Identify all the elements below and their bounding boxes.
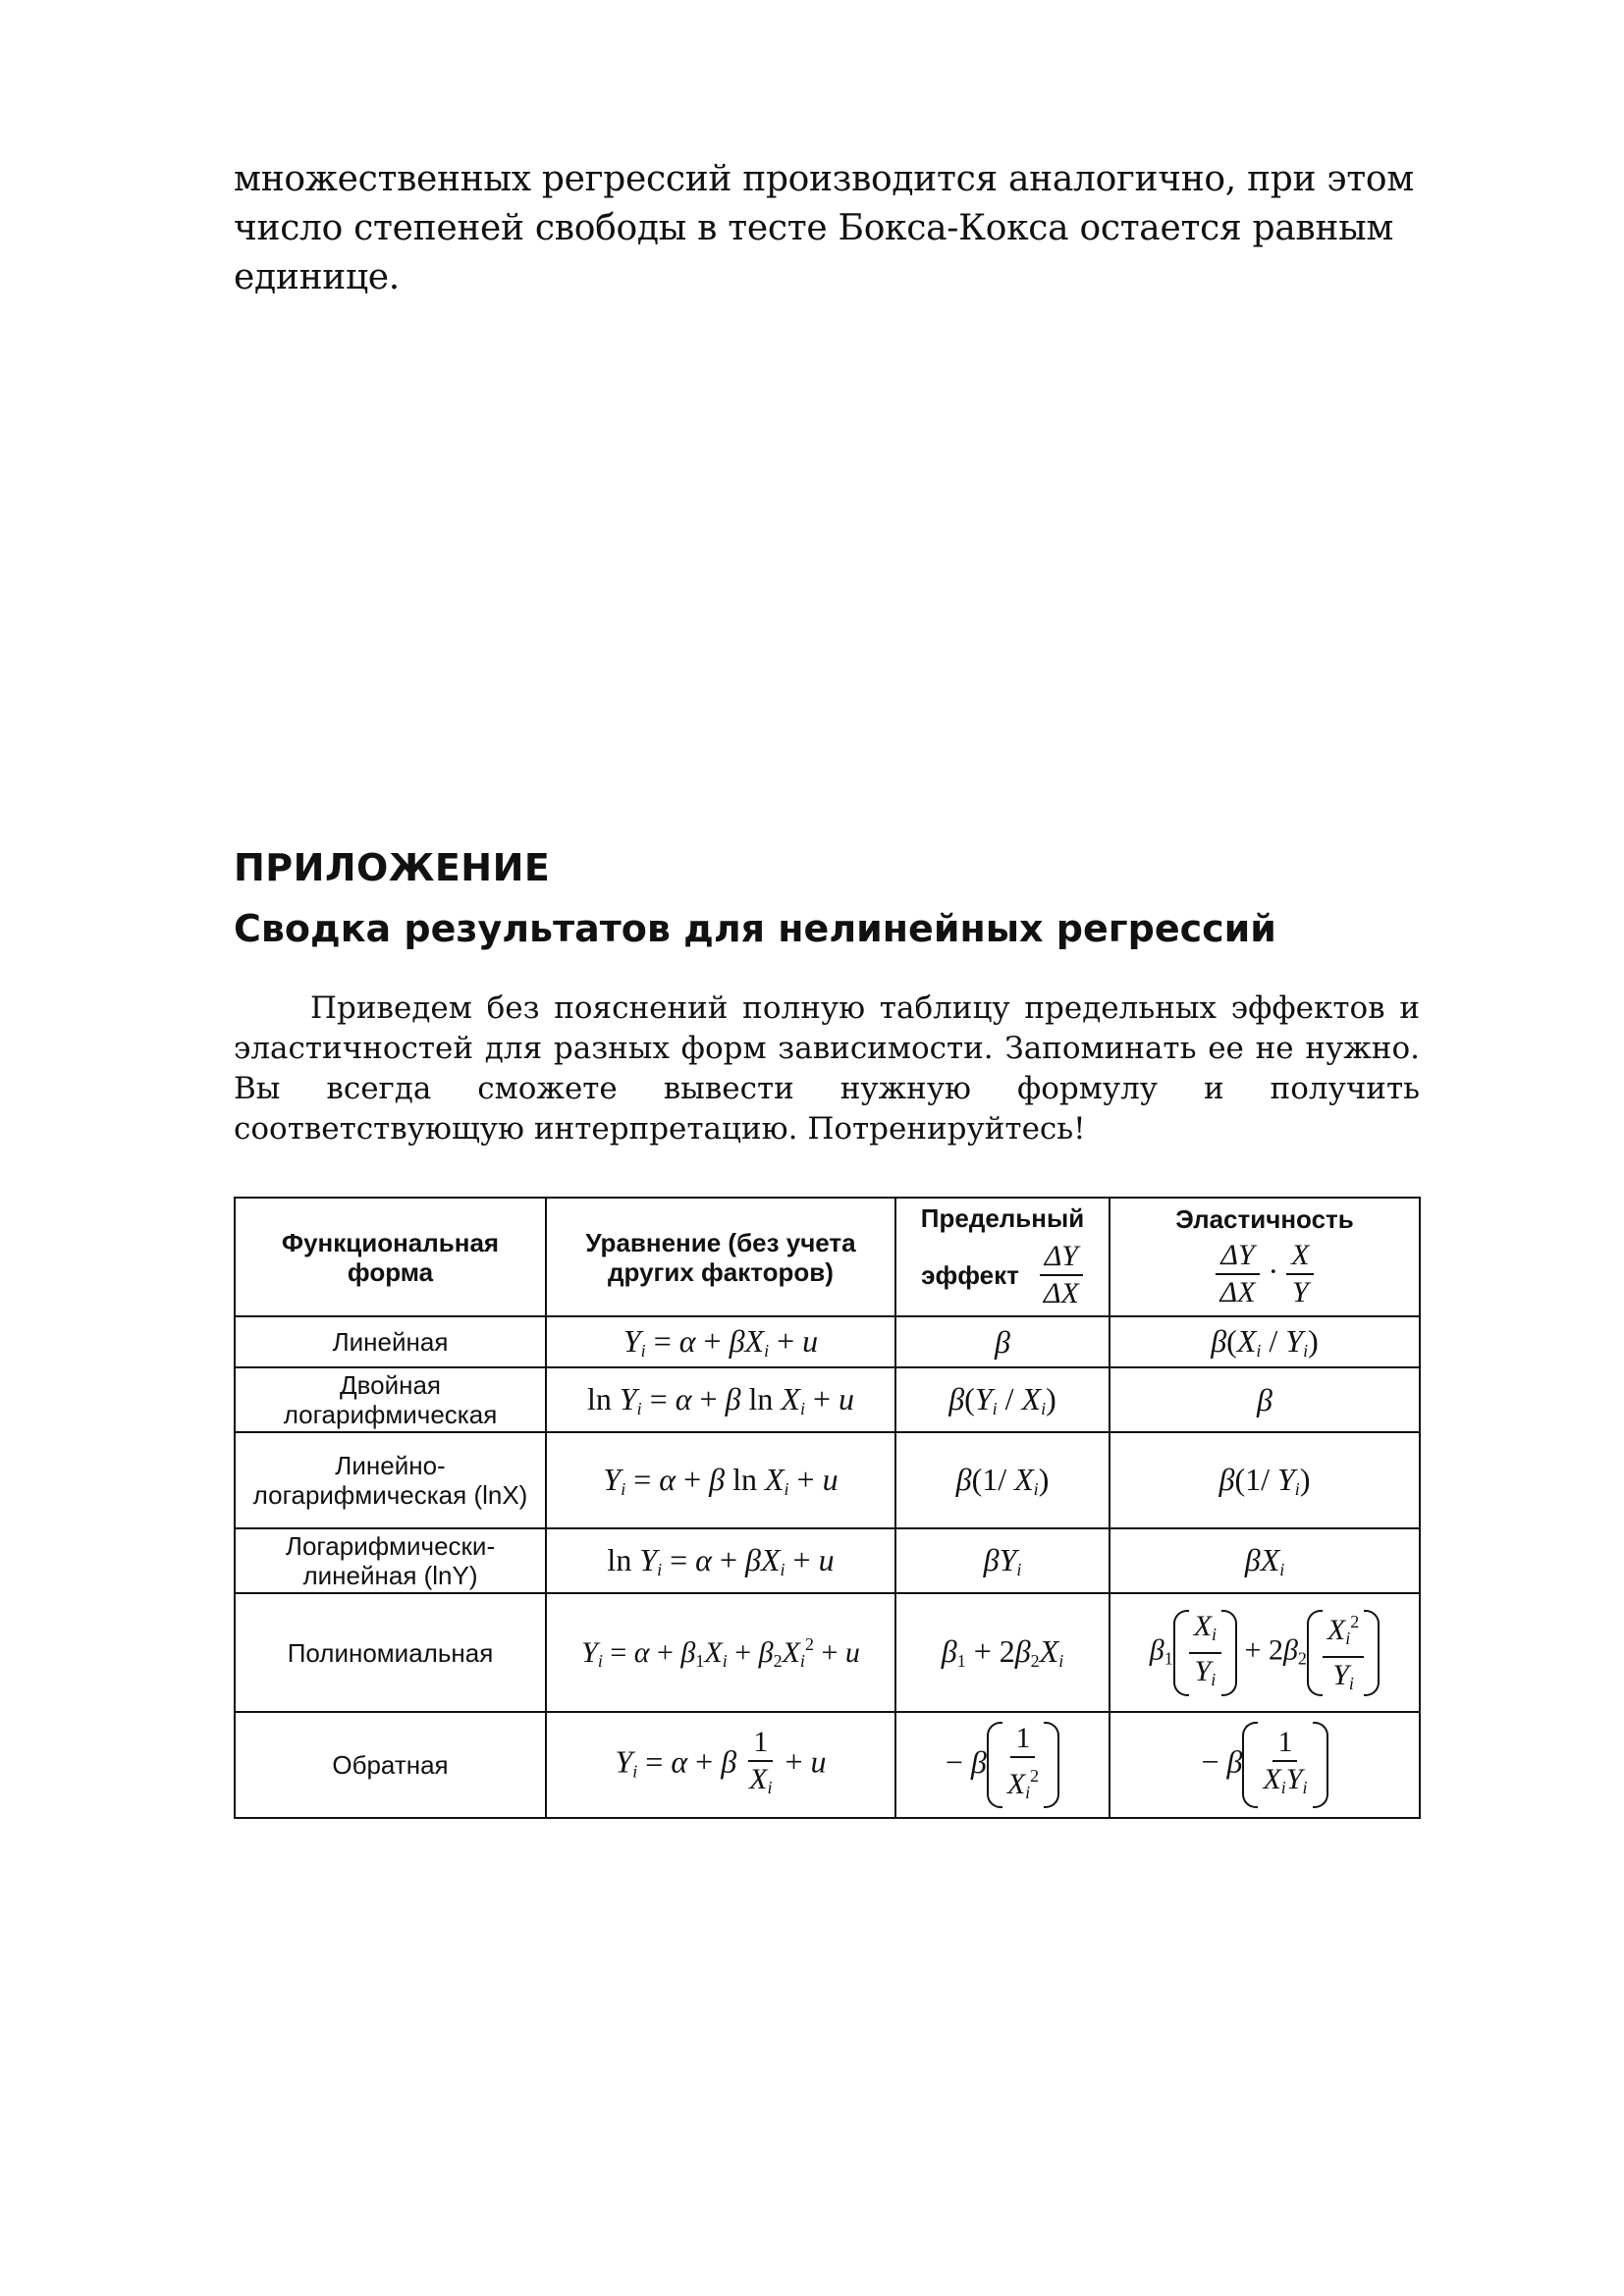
row-equation: $Y_i = \alpha + \beta$ $\ln X_i + u$ bbox=[546, 1432, 895, 1528]
section-title: Сводка результатов для нелинейных регрессий bbox=[234, 907, 1276, 950]
row-form-label: Полиномиальная bbox=[235, 1593, 546, 1712]
results-table bbox=[234, 1197, 1421, 1819]
table-row bbox=[235, 1316, 1420, 1367]
row-form-label: Двойная логарифмическая bbox=[235, 1367, 546, 1432]
table-row bbox=[235, 1593, 1420, 1712]
row-equation: $Y_i = \alpha + \beta_1X_i + \beta_2X_i^2 + u$ bbox=[546, 1593, 895, 1712]
row-form-label: Логарифмически-линейная (lnY) bbox=[235, 1528, 546, 1593]
row-elasticity: − β 1 $X_iY_i$ bbox=[1110, 1712, 1420, 1818]
header-elasticity: Эластичность $\frac{\Delta Y}{\Delta X}$ · $\frac{X}{Y}$ bbox=[1110, 1198, 1420, 1316]
row-elasticity: $\beta_1$ $X_i$ $Y_i$ + $2\beta_2$ $X_i^2$ $Y_i$ bbox=[1110, 1593, 1420, 1712]
row-marginal: − β 1 $X_i^2$ bbox=[895, 1712, 1110, 1818]
header-form: Функциональная форма bbox=[235, 1198, 546, 1316]
header-equation: Уравнение (без учета других факторов) bbox=[546, 1198, 895, 1316]
appendix-title: ПРИЛОЖЕНИЕ bbox=[234, 846, 551, 889]
row-marginal: $\beta_1 + 2\beta_2X_i$ bbox=[895, 1593, 1110, 1712]
intro-paragraph: множественных регрессий производится аналогично, при этом число степеней свободы в тесте Бокса-Кокса остается равным единице. bbox=[234, 159, 1414, 297]
row-elasticity: $\beta(X_i / Y_i)$ bbox=[1110, 1316, 1420, 1367]
row-marginal: β bbox=[895, 1316, 1110, 1367]
row-elasticity: β bbox=[1110, 1367, 1420, 1432]
section-paragraph: Приведем без пояснений полную таблицу предельных эффектов и эластичностей для разных форм зависимости. Запоминать ее не нужно. Вы всегда сможете вывести нужную формулу и получить соответствующую интерпретацию. Потренируйтесь! bbox=[234, 990, 1420, 1147]
header-marginal: Предельный эффект $\frac{\Delta Y}{\Delta X}$ bbox=[895, 1198, 1110, 1316]
row-elasticity: $\beta X_i$ bbox=[1110, 1528, 1420, 1593]
row-equation: $\ln Y_i = \alpha + \beta$ $\ln X_i + u$ bbox=[546, 1367, 895, 1432]
row-equation: $Y_i = \alpha + \beta$ $\frac{1}{X_i}$ + u bbox=[546, 1712, 895, 1818]
row-equation: $Y_i = \alpha + \beta X_i + u$ bbox=[546, 1316, 895, 1367]
header-marginal-top: Предельный bbox=[920, 1202, 1085, 1233]
header-marginal-bottom: эффект bbox=[921, 1259, 1019, 1290]
row-elasticity: β(1/ $Y_i$) bbox=[1110, 1432, 1420, 1528]
row-marginal: $\beta(Y_i / X_i)$ bbox=[895, 1367, 1110, 1432]
row-form-label: Линейная bbox=[235, 1316, 546, 1367]
table-row bbox=[235, 1432, 1420, 1528]
table-row bbox=[235, 1528, 1420, 1593]
table-row bbox=[235, 1712, 1420, 1818]
row-form-label: Обратная bbox=[235, 1712, 546, 1818]
table-row bbox=[235, 1367, 1420, 1432]
row-marginal: $\beta Y_i$ bbox=[895, 1528, 1110, 1593]
table-header-row bbox=[235, 1198, 1420, 1316]
row-equation: $\ln Y_i = \alpha + \beta X_i + u$ bbox=[546, 1528, 895, 1593]
header-elasticity-label: Эластичность bbox=[1175, 1203, 1354, 1234]
row-marginal: β(1/ $X_i$) bbox=[895, 1432, 1110, 1528]
row-form-label: Линейно-логарифмическая (lnX) bbox=[235, 1432, 546, 1528]
